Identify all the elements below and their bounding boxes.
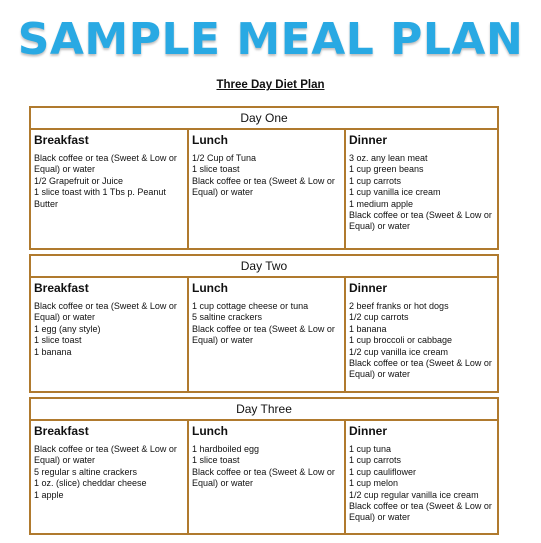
plan-subtitle: Three Day Diet Plan [216, 79, 325, 91]
meal-row [31, 130, 497, 248]
meal-item: 1 cup carrots [349, 455, 402, 466]
meal-items [349, 444, 494, 524]
meal-item: 5 saltine crackers [192, 312, 263, 323]
meal-item: 3 oz. any lean meat [349, 153, 428, 163]
day-header: Day Three [31, 399, 497, 421]
meal-item: Black coffee or tea (Sweet & Low or Equal) or water [192, 323, 335, 346]
meal-title: Dinner [349, 281, 388, 295]
meal-item: 1/2 Cup of Tuna [192, 153, 257, 163]
meal-item: 1 cup melon [349, 478, 399, 489]
day-header: Day One [31, 108, 497, 130]
meal-item: 1/2 Grapefruit or Juice [34, 175, 124, 186]
meal-item: Black coffee or tea (Sweet & Low or Equal) or water [34, 301, 177, 323]
lunch-cell [187, 421, 344, 533]
meal-item: 1 cup tuna [349, 444, 392, 454]
meal-row [31, 421, 497, 533]
meal-item: Black coffee or tea (Sweet & Low or Equal) or water [349, 501, 492, 523]
meal-item: Black coffee or tea (Sweet & Low or Equal) or water [349, 210, 492, 232]
meal-items [34, 444, 184, 501]
meal-item: 1 slice toast [192, 455, 240, 466]
meal-item: 1 cup cottage cheese or tuna [192, 301, 309, 311]
day-section-three [29, 397, 499, 535]
meal-title: Breakfast [34, 281, 89, 295]
meal-item: Black coffee or tea (Sweet & Low or Equal) or water [349, 358, 492, 380]
meal-item: 1 oz. (slice) cheddar cheese [34, 478, 147, 489]
meal-item: 1 cup broccoli or cabbage [349, 335, 453, 346]
dinner-cell [344, 278, 497, 391]
meal-item: Black coffee or tea (Sweet & Low or Equal) or water [34, 444, 177, 466]
meal-item: 1 egg (any style) [34, 323, 101, 334]
meal-items [34, 153, 184, 210]
meal-items [192, 153, 341, 199]
meal-title: Breakfast [34, 133, 89, 147]
meal-items [192, 444, 341, 490]
dinner-cell [344, 130, 497, 248]
meal-item: 1/2 cup vanilla ice cream [349, 346, 449, 357]
meal-item: 1 cup green beans [349, 164, 424, 175]
lunch-cell [187, 278, 344, 391]
meal-items [34, 301, 184, 358]
breakfast-cell [31, 421, 187, 533]
meal-title: Lunch [192, 133, 228, 147]
day-section-two [29, 254, 499, 393]
day-header: Day Two [31, 256, 497, 278]
meal-plan-table [29, 106, 499, 539]
meal-item: 1 hardboiled egg [192, 444, 260, 454]
meal-item: 1/2 cup carrots [349, 312, 409, 323]
meal-item: 1 slice toast with 1 Tbs p. Peanut Butter [34, 187, 166, 209]
meal-item: 1 cup vanilla ice cream [349, 187, 441, 198]
meal-title: Dinner [349, 424, 388, 438]
meal-title: Breakfast [34, 424, 89, 438]
meal-item: Black coffee or tea (Sweet & Low or Equal) or water [192, 175, 335, 198]
meal-item: 5 regular s altine crackers [34, 466, 138, 477]
meal-item: 1 cup carrots [349, 175, 402, 186]
meal-title: Lunch [192, 424, 228, 438]
meal-item: 1 slice toast [34, 335, 82, 346]
breakfast-cell [31, 130, 187, 248]
meal-item: 1 apple [34, 489, 64, 500]
meal-items [349, 153, 494, 233]
meal-items [192, 301, 341, 347]
lunch-cell [187, 130, 344, 248]
breakfast-cell [31, 278, 187, 391]
meal-item: 1 cup cauliflower [349, 466, 417, 477]
meal-item: 1/2 cup regular vanilla ice cream [349, 489, 479, 500]
meal-title: Dinner [349, 133, 388, 147]
meal-title: Lunch [192, 281, 228, 295]
page-banner-title: SAMPLE MEAL PLAN [17, 14, 524, 65]
meal-item: 1 banana [349, 323, 387, 334]
meal-item: 1 medium apple [349, 198, 414, 209]
dinner-cell [344, 421, 497, 533]
meal-item: Black coffee or tea (Sweet & Low or Equal) or water [192, 466, 335, 489]
meal-row [31, 278, 497, 391]
meal-item: 1 banana [34, 346, 72, 357]
meal-item: 2 beef franks or hot dogs [349, 301, 449, 311]
meal-item: 1 slice toast [192, 164, 240, 175]
day-section-one [29, 106, 499, 250]
meal-item: Black coffee or tea (Sweet & Low or Equal) or water [34, 153, 177, 175]
meal-items [349, 301, 494, 381]
